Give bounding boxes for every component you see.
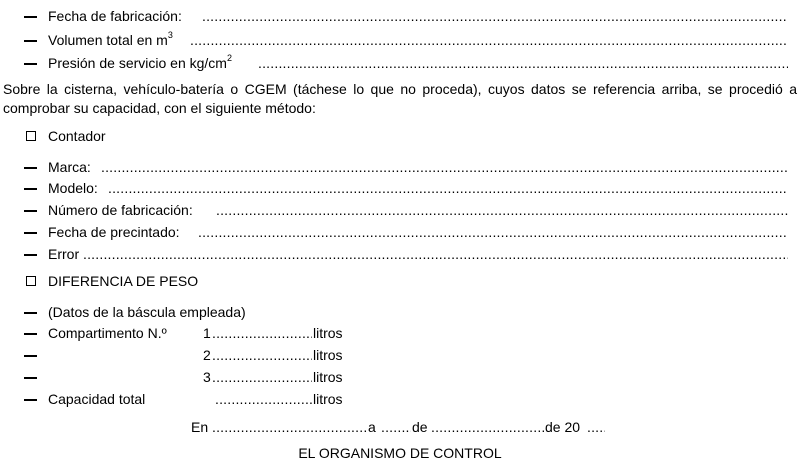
dash-bullet — [24, 399, 37, 401]
compartment-2-blank[interactable] — [212, 345, 312, 365]
field-label: Error — [48, 246, 80, 262]
field-error — [0, 244, 800, 264]
compartment-number: 3 — [203, 369, 211, 385]
footer-label: EL ORGANISMO DE CONTROL — [298, 445, 502, 461]
scale-note: (Datos de la báscula empleada) — [48, 304, 246, 320]
compartment-number: 2 — [203, 347, 211, 363]
de-year-label: de 20 — [545, 419, 581, 435]
field-modelo — [0, 178, 800, 198]
checkbox-icon[interactable] — [26, 131, 36, 141]
dash-bullet — [24, 355, 37, 357]
field-label: Número de fabricación: — [48, 202, 193, 218]
unit-label: litros — [313, 347, 343, 363]
dash-bullet — [24, 232, 37, 234]
option-label: Contador — [48, 128, 106, 144]
field-label: Fecha de fabricación: — [48, 8, 182, 24]
error-blank[interactable] — [83, 244, 788, 264]
modelo-blank[interactable] — [108, 178, 788, 198]
dia-blank[interactable] — [381, 417, 411, 437]
option-contador[interactable] — [0, 126, 800, 146]
field-label: Presión de servicio en $kg/cm^2$ — [48, 53, 232, 71]
dash-bullet — [24, 188, 37, 190]
compartment-row-2 — [0, 345, 800, 365]
organismo-control-footer — [0, 443, 800, 463]
option-label: DIFERENCIA DE PESO — [48, 273, 199, 289]
mes-blank[interactable] — [431, 417, 544, 437]
total-label: Capacidad total — [48, 391, 146, 407]
field-label: Marca: — [48, 159, 91, 175]
dash-bullet — [24, 210, 37, 212]
field-label: Volumen total en $m^3$ — [48, 30, 173, 48]
de-label: de — [412, 419, 428, 435]
capacidad-total-row — [0, 389, 800, 409]
compartment-1-blank[interactable] — [212, 323, 312, 343]
option-diferencia-peso[interactable] — [0, 271, 800, 291]
numero-fabricacion-blank[interactable] — [216, 200, 788, 220]
capacidad-total-blank[interactable] — [215, 389, 312, 409]
fecha-precintado-blank[interactable] — [198, 222, 788, 242]
lugar-blank[interactable] — [212, 417, 367, 437]
field-numero-fabricacion — [0, 200, 800, 220]
presion-servicio-blank[interactable] — [258, 53, 788, 73]
dash-bullet — [24, 40, 37, 42]
dash-bullet — [24, 377, 37, 379]
field-volumen-total — [0, 30, 800, 50]
dash-bullet — [24, 167, 37, 169]
unit-label: litros — [313, 325, 343, 341]
field-marca — [0, 157, 800, 177]
compartment-label: Compartimento N.º — [48, 325, 167, 341]
dash-bullet — [24, 16, 37, 18]
en-label: En — [191, 419, 209, 435]
fecha-fabricacion-blank[interactable] — [202, 6, 788, 26]
field-fecha-fabricacion — [0, 6, 800, 26]
compartment-row-1 — [0, 323, 800, 343]
dash-bullet — [24, 333, 37, 335]
unit-label: litros — [313, 369, 343, 385]
marca-blank[interactable] — [101, 157, 788, 177]
field-presion-servicio — [0, 53, 800, 73]
compartment-number: 1 — [203, 325, 211, 341]
unit-label: litros — [313, 391, 343, 407]
checkbox-icon[interactable] — [26, 276, 36, 286]
a-label: a — [368, 419, 376, 435]
compartment-row-3 — [0, 367, 800, 387]
field-bascula — [0, 302, 800, 322]
dash-bullet — [24, 312, 37, 314]
signature-date-line — [0, 417, 800, 437]
intro-paragraph: Sobre la cisterna, vehículo-batería o CGEM (táchese lo que no proceda), cuyos datos se referencia arriba, se procedió a comprobar su capacidad, con el siguiente método: — [3, 81, 797, 116]
field-fecha-precintado — [0, 222, 800, 242]
field-label: Modelo: — [48, 180, 98, 196]
dash-bullet — [24, 63, 37, 65]
field-label: Fecha de precintado: — [48, 224, 180, 240]
volumen-total-blank[interactable] — [190, 30, 788, 50]
dash-bullet — [24, 254, 37, 256]
compartment-3-blank[interactable] — [212, 367, 312, 387]
anio-blank[interactable] — [587, 417, 605, 437]
